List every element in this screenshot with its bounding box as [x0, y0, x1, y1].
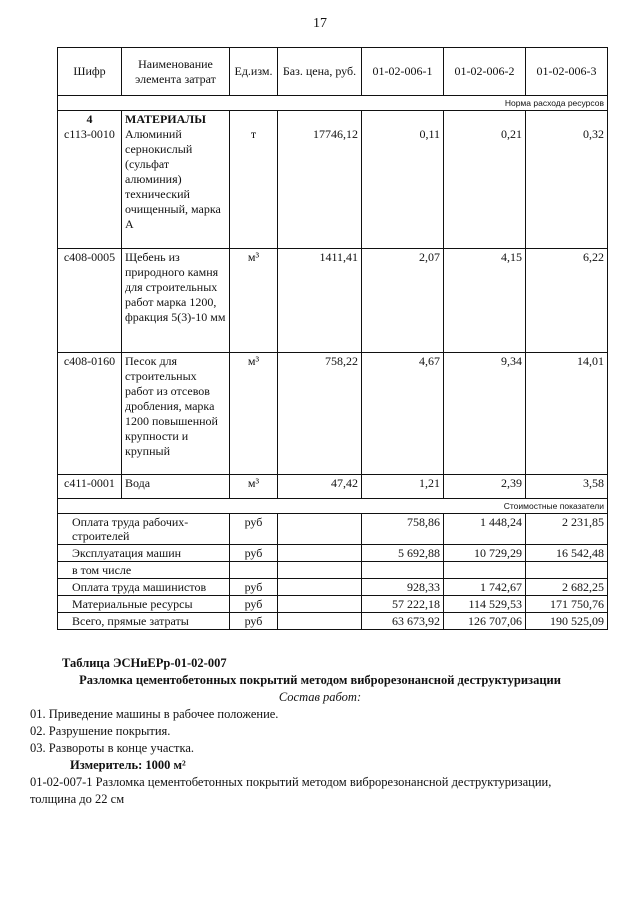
material-unit: т [250, 127, 257, 141]
table-row [58, 353, 608, 475]
material-value-2: 0,21 [501, 127, 522, 141]
work-item: 03. Развороты в конце участка. [30, 741, 194, 755]
cost-value-2: 10 729,29 [444, 545, 526, 562]
header-price: Баз. цена, руб. [278, 48, 362, 96]
header-unit: Ед.изм. [230, 48, 278, 96]
section-title: МАТЕРИАЛЫ [125, 112, 206, 126]
cost-unit: руб [230, 579, 278, 596]
cost-unit: руб [230, 514, 278, 545]
work-item: 02. Разрушение покрытия. [30, 724, 171, 738]
band-row-norm [58, 96, 608, 111]
table-header-row [58, 48, 608, 96]
cost-label: Оплата труда рабочих-строителей [58, 514, 230, 545]
material-price: 47,42 [278, 475, 362, 499]
cost-row [58, 514, 608, 545]
cost-row [58, 596, 608, 613]
header-col1: 01-02-006-1 [362, 48, 444, 96]
material-unit: м³ [230, 353, 278, 475]
cost-label: Оплата труда машинистов [58, 579, 230, 596]
cost-label: в том числе [58, 562, 230, 579]
band-cost-label: Стоимостные показатели [58, 499, 608, 514]
material-name: Щебень из природного камня для строительных работ марка 1200, фракция 5(3)-10 мм [122, 249, 230, 353]
table-row [58, 475, 608, 499]
table-row [58, 111, 608, 249]
cost-value-3: 190 525,09 [526, 613, 608, 630]
cost-row [58, 545, 608, 562]
header-code: Шифр [58, 48, 122, 96]
material-value-2: 9,34 [444, 353, 526, 475]
material-value-1: 2,07 [362, 249, 444, 353]
material-value-2: 4,15 [444, 249, 526, 353]
cost-row [58, 613, 608, 630]
cost-label: Всего, прямые затраты [58, 613, 230, 630]
section-code: 4 [86, 112, 93, 126]
material-value-3: 0,32 [583, 127, 604, 141]
measure-unit: Измеритель: 1000 м² [70, 758, 186, 772]
material-price: 1411,41 [278, 249, 362, 353]
cost-value-2: 126 707,06 [444, 613, 526, 630]
cost-unit: руб [230, 545, 278, 562]
cost-row [58, 579, 608, 596]
header-name: Наименование элемента затрат [122, 48, 230, 96]
cost-label: Материальные ресурсы [58, 596, 230, 613]
material-value-1: 1,21 [362, 475, 444, 499]
material-price: 758,22 [278, 353, 362, 475]
cost-value-3: 2 682,25 [526, 579, 608, 596]
cost-value-3: 171 750,76 [526, 596, 608, 613]
material-value-3: 3,58 [526, 475, 608, 499]
page-number: 17 [313, 16, 327, 31]
cost-value-3: 16 542,48 [526, 545, 608, 562]
cost-value-1: 57 222,18 [362, 596, 444, 613]
cost-value-2: 114 529,53 [444, 596, 526, 613]
cost-value-1: 928,33 [362, 579, 444, 596]
table-subtitle: Разломка цементобетонных покрытий методом виброрезонансной деструктуризации [79, 673, 561, 687]
cost-row [58, 562, 608, 579]
resource-table [57, 47, 608, 630]
table-description [30, 655, 620, 808]
cost-label: Эксплуатация машин [58, 545, 230, 562]
cost-value-1: 63 673,92 [362, 613, 444, 630]
work-item: 01. Приведение машины в рабочее положение. [30, 707, 279, 721]
material-value-3: 6,22 [526, 249, 608, 353]
material-code: с113-0010 [64, 127, 115, 141]
header-col2: 01-02-006-2 [444, 48, 526, 96]
table-title: Таблица ЭСНиЕРр-01-02-007 [62, 656, 227, 670]
material-price: 17746,12 [313, 127, 358, 141]
cost-unit: руб [230, 596, 278, 613]
cost-value-1: 758,86 [362, 514, 444, 545]
header-col3: 01-02-006-3 [526, 48, 608, 96]
works-heading: Состав работ: [278, 690, 362, 704]
material-code: с408-0005 [58, 249, 122, 353]
cost-value-3: 2 231,85 [526, 514, 608, 545]
item-description-line: толщина до 22 см [30, 792, 125, 806]
band-row-cost [58, 499, 608, 514]
material-name: Вода [122, 475, 230, 499]
material-value-2: 2,39 [444, 475, 526, 499]
material-unit: м³ [230, 475, 278, 499]
material-code: с411-0001 [58, 475, 122, 499]
material-name: Песок для строительных работ из отсевов дробления, марка 1200 повышенной крупности и крупный [122, 353, 230, 475]
cost-unit: руб [230, 613, 278, 630]
material-value-3: 14,01 [526, 353, 608, 475]
cost-value-2: 1 448,24 [444, 514, 526, 545]
material-name: Алюминий сернокислый (сульфат алюминия) технический очищенный, марка А [125, 127, 221, 231]
material-value-1: 0,11 [419, 127, 440, 141]
cost-value-2: 1 742,67 [444, 579, 526, 596]
band-norm-label: Норма расхода ресурсов [58, 96, 608, 111]
material-code: с408-0160 [58, 353, 122, 475]
material-value-1: 4,67 [362, 353, 444, 475]
cost-value-1: 5 692,88 [362, 545, 444, 562]
table-row [58, 249, 608, 353]
material-unit: м³ [230, 249, 278, 353]
item-description-line: 01-02-007-1 Разломка цементобетонных покрытий методом виброрезонансной деструктуризации, [30, 775, 552, 789]
